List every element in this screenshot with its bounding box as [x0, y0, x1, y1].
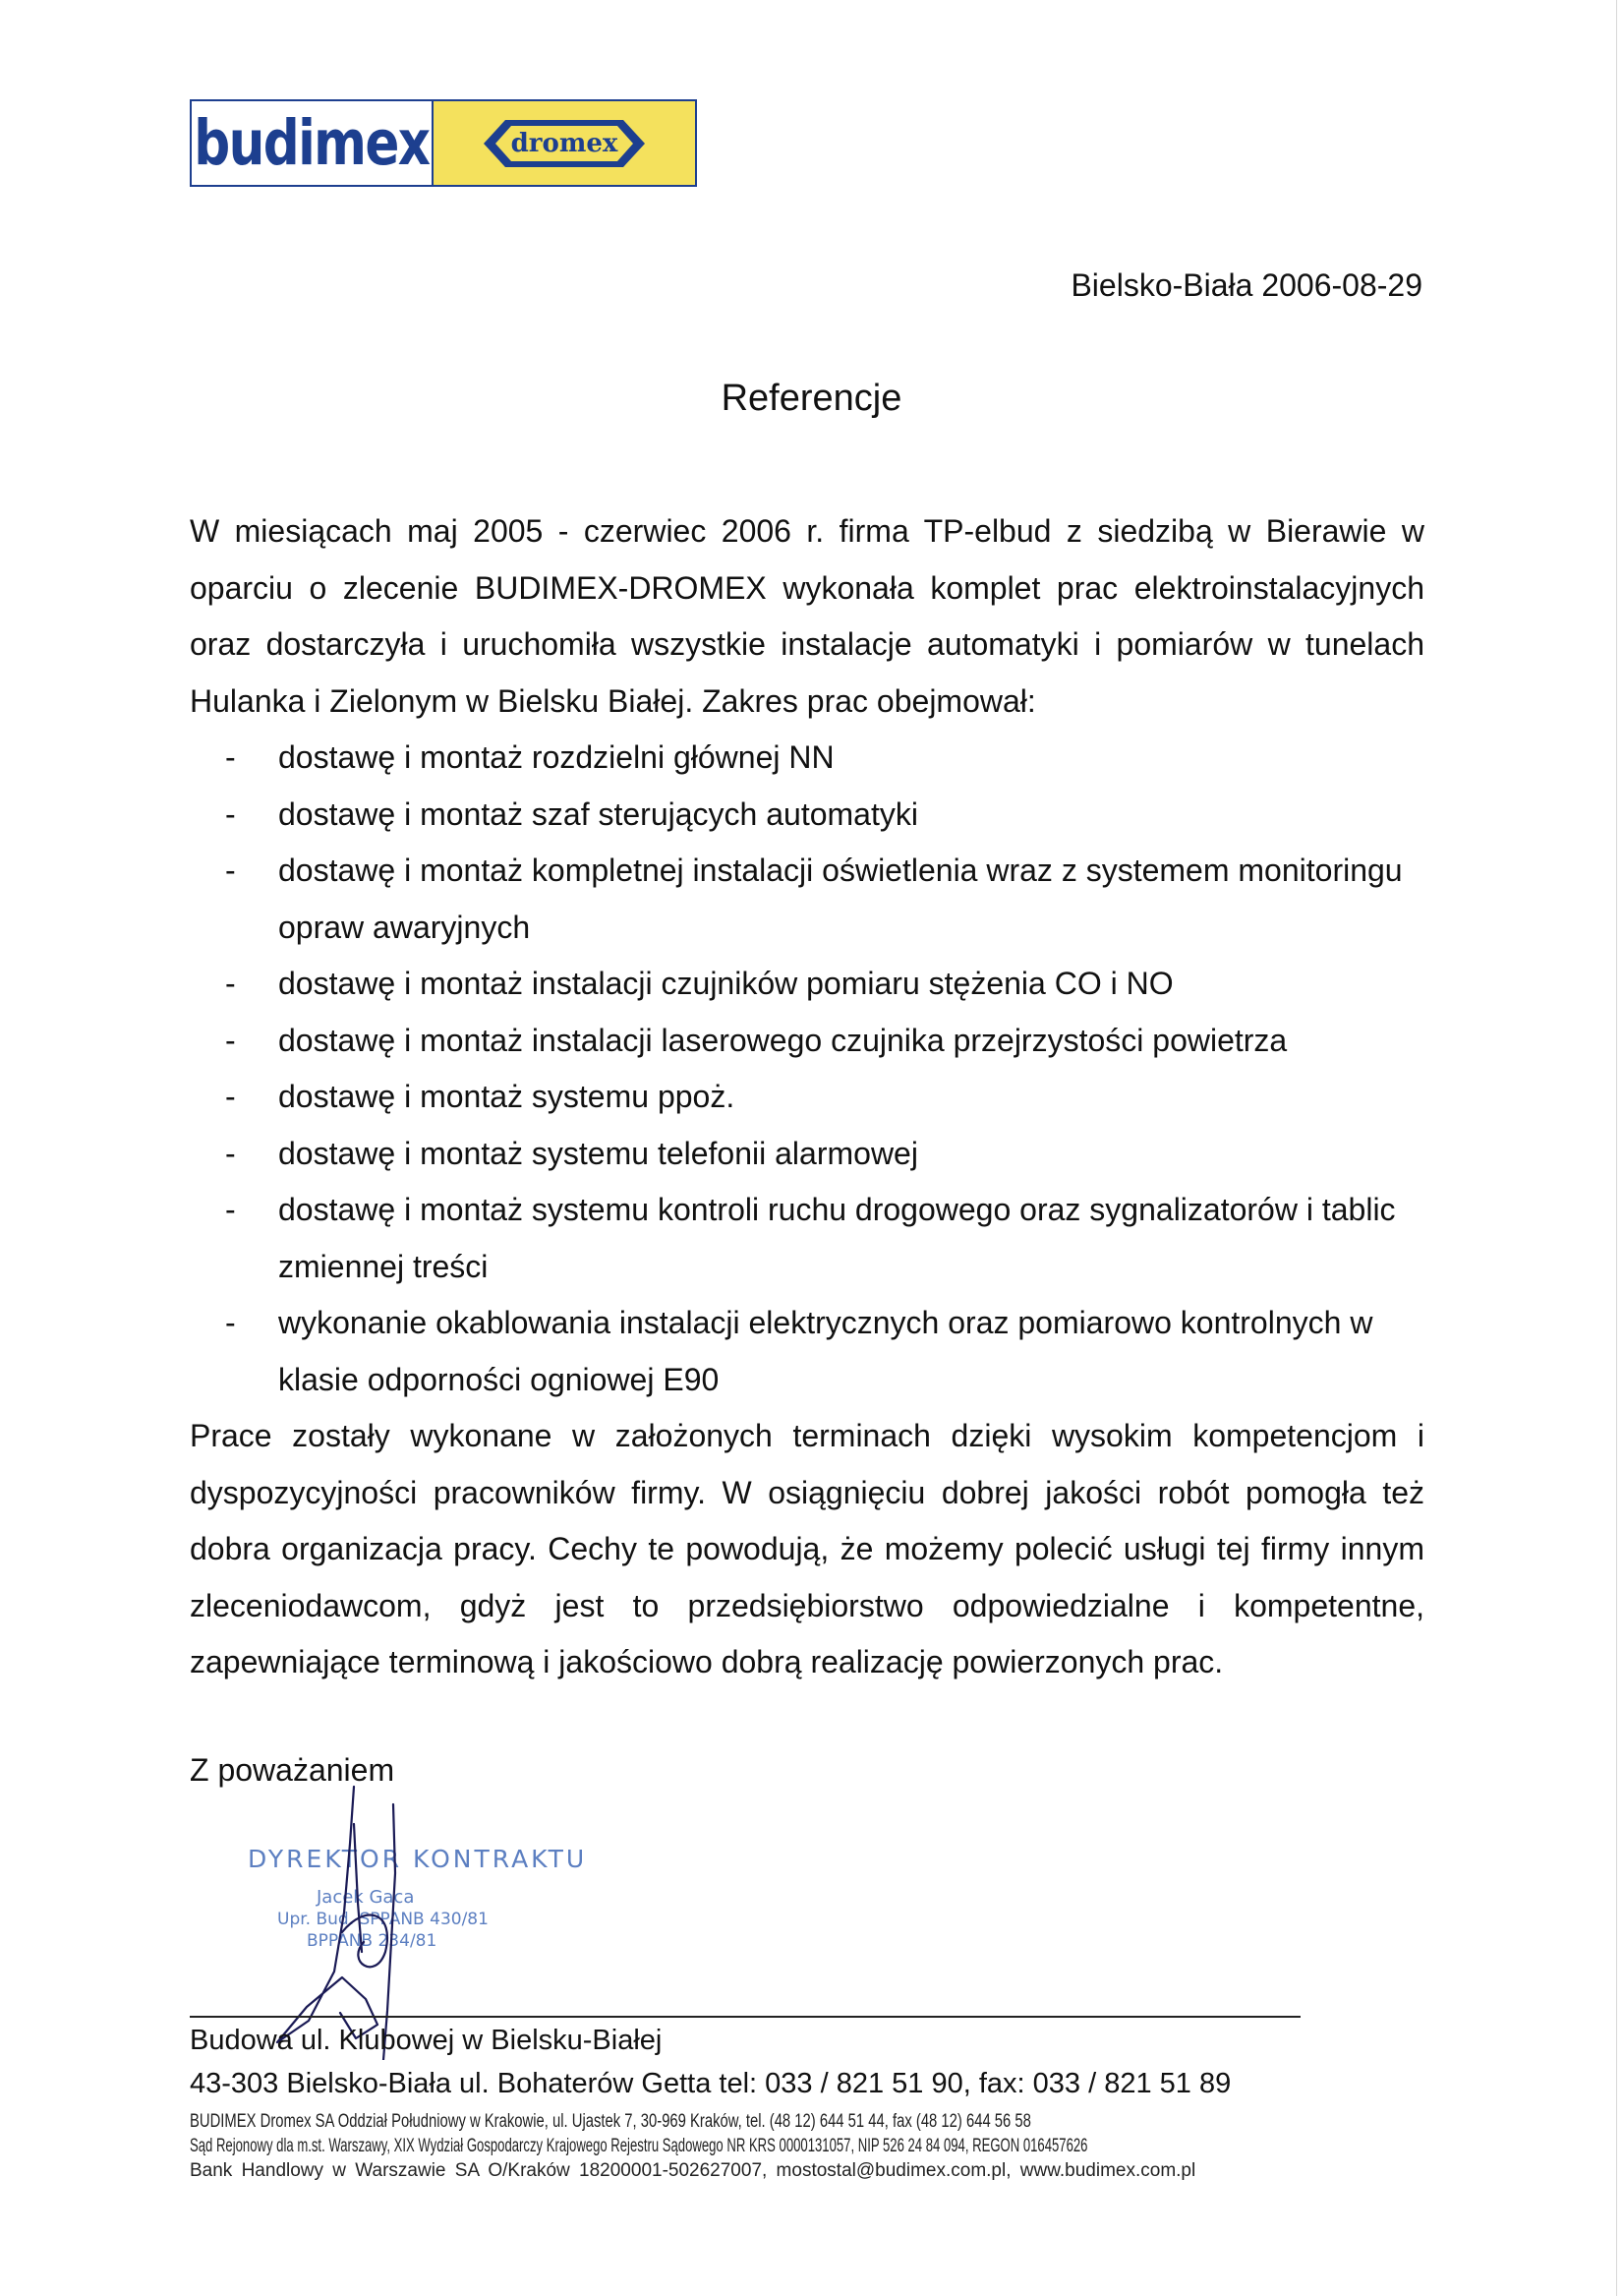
list-item	[190, 1013, 1424, 1070]
list-item	[190, 1295, 1424, 1408]
list-item	[190, 956, 1424, 1013]
list-item	[190, 1069, 1424, 1126]
footer-divider	[190, 2016, 1301, 2018]
list-item-text: dostawę i montaż systemu ppoż.	[278, 1079, 735, 1114]
dromex-emblem-icon	[476, 114, 653, 173]
list-item-text: dostawę i montaż instalacji laserowego czujnika przejrzystości powietrza	[278, 1022, 1288, 1058]
list-item	[190, 843, 1424, 956]
list-bullet: -	[225, 853, 236, 888]
list-item	[190, 1126, 1424, 1183]
list-bullet: -	[225, 1192, 236, 1227]
list-item-text: dostawę i montaż rozdzielni głównej NN	[278, 739, 835, 775]
intro-paragraph: W miesiącach maj 2005 - czerwiec 2006 r. firma TP-elbud z siedzibą w Bierawie w oparciu o zlecenie BUDIMEX-DROMEX wykonała komplet prac elektroinstalacyjnych oraz dostarczyła i uruchomiła wszystkie instalacje automatyki i pomiarów w tunelach Hulanka i Zielonym w Bielsku Białej. Zakres prac obejmował:	[190, 513, 1424, 719]
list-bullet: -	[225, 1135, 236, 1171]
list-item-text: dostawę i montaż instalacji czujników pomiaru stężenia CO i NO	[278, 966, 1174, 1001]
list-item	[190, 787, 1424, 844]
stamp-name: Jacek Gaca	[317, 1887, 415, 1908]
stamp-registry: BPPANB 234/81	[307, 1931, 437, 1951]
list-bullet: -	[225, 739, 236, 775]
stamp-title: DYREKTOR KONTRAKTU	[248, 1845, 588, 1873]
conclusion-paragraph: Prace zostały wykonane w założonych terminach dzięki wysokim kompetencjom i dyspozycyjności pracowników firmy. W osiągnięciu dobrej jakości robót pomogła też dobra organizacja pracy. Cechy te powodują, że możemy polecić usługi tej firmy innym zleceniodawcom, gdyż jest to przedsiębiorstwo odpowiedzialne i kompetentne, zapewniające terminową i jakościowo dobrą realizację powierzonych prac.	[190, 1418, 1424, 1679]
stamp-license: Upr. Bud. SPPANB 430/81	[277, 1910, 489, 1929]
list-item	[190, 730, 1424, 787]
footer-line-bank: Bank Handlowy w Warszawie SA O/Kraków 18200001-502627007, mostostal@budimex.com.pl, www.budimex.com.pl	[190, 2160, 1196, 2181]
footer-line-address: BUDIMEX Dromex SA Oddział Południowy w Krakowie, ul. Ujastek 7, 30-969 Kraków, tel. (48 12) 644 51 44, fax (48 12) 644 56 58	[190, 2111, 1031, 2132]
list-item-text: dostawę i montaż szaf sterujących automatyki	[278, 795, 918, 832]
company-footer	[190, 2109, 1491, 2183]
site-address-line-1: Budowa ul. Klubowej w Bielsku-Białej	[190, 2025, 663, 2056]
budimex-logo	[192, 101, 434, 185]
list-bullet: -	[225, 1305, 236, 1340]
list-bullet: -	[225, 966, 236, 1001]
footer-line-registry: Sąd Rejonowy dla m.st. Warszawy, XIX Wydział Gospodarczy Krajowego Rejestru Sądowego NR KRS 0000131057, NIP 526 24 84 094, REGON 016457626	[190, 2136, 1088, 2156]
list-bullet: -	[225, 1022, 236, 1058]
list-bullet: -	[225, 1079, 236, 1114]
letter-title: Referencje	[721, 378, 902, 419]
closing-salutation: Z poważaniem	[190, 1752, 395, 1788]
letter-body	[190, 503, 1424, 1691]
site-address-line-2: 43-303 Bielsko-Biała ul. Bohaterów Getta tel: 033 / 821 51 90, fax: 033 / 821 51 89	[190, 2068, 1232, 2099]
list-item	[190, 1182, 1424, 1295]
list-item-text: wykonanie okablowania instalacji elektrycznych oraz pomiarowo kontrolnych w klasie odporności ogniowej E90	[278, 1305, 1373, 1397]
budimex-logo-text: budimex	[194, 107, 430, 179]
list-item-text: dostawę i montaż systemu telefonii alarmowej	[278, 1135, 918, 1171]
scope-list	[190, 730, 1424, 1408]
list-item-text: dostawę i montaż systemu kontroli ruchu drogowego oraz sygnalizatorów i tablic zmiennej treści	[278, 1192, 1396, 1284]
dromex-logo	[434, 101, 695, 185]
list-bullet: -	[225, 795, 236, 832]
list-item-text: dostawę i montaż kompletnej instalacji oświetlenia wraz z systemem monitoringu opraw awaryjnych	[278, 853, 1403, 945]
company-logo	[190, 99, 697, 187]
page-edge-line	[1616, 0, 1617, 2296]
dromex-logo-text: dromex	[510, 128, 618, 158]
letter-date: Bielsko-Biała 2006-08-29	[1071, 267, 1422, 303]
site-address	[190, 2019, 1231, 2105]
